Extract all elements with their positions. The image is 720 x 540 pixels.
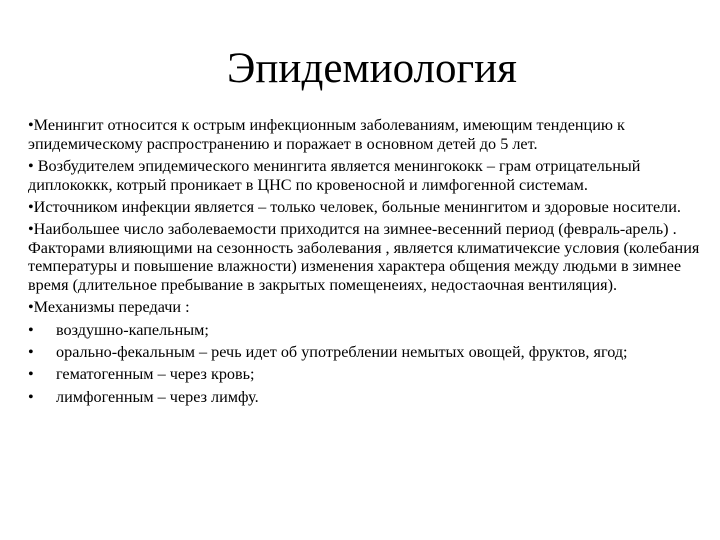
list-item-text: орально-фекальным – речь идет об употреблении немытых овощей, фруктов, ягод; xyxy=(56,342,628,361)
transmission-list xyxy=(28,321,716,407)
bullet-icon: • xyxy=(28,342,34,361)
paragraph-transmission-heading: •Механизмы передачи : xyxy=(28,298,190,317)
list-item xyxy=(28,343,716,361)
paragraph-infection-source: •Источником инфекции является – только человек, больные менингитом и здоровые носители. xyxy=(28,198,681,217)
bullet-icon: • xyxy=(28,320,34,339)
list-item-text: воздушно-капельным; xyxy=(56,320,209,339)
paragraph-pathogen: • Возбудителем эпидемического менингита является менингококк – грам отрицательный диплококкк, котрый проникает в ЦНС по кровеносной и лимфогенной системам. xyxy=(28,157,641,194)
paragraph-meningitis-definition: •Менингит относится к острым инфекционным заболеваниям, имеющим тенденцию к эпидемическому распространению и поражает в основном детей до 5 лет. xyxy=(28,116,625,153)
slide-body xyxy=(28,116,716,406)
bullet-icon: • xyxy=(28,387,34,406)
list-item-text: лимфогенным – через лимфу. xyxy=(56,387,259,406)
bullet-icon: • xyxy=(28,365,34,384)
paragraph-seasonality: •Наибольшее число заболеваемости приходится на зимнее-весенний период (февраль-арель) . Факторами влияющими на сезонность заболевания , является климатичексие условия (колебания температуры и повышение влажности) изменения характера общения между людьми в зимнее время (длительное пребывание в закрытых помещенеиях, недостаочная вентиляция). xyxy=(28,220,700,294)
list-item xyxy=(28,321,716,339)
list-item xyxy=(28,365,716,383)
list-item xyxy=(28,388,716,406)
slide-title: Эпидемиология xyxy=(227,45,517,92)
list-item-text: гематогенным – через кровь; xyxy=(56,365,255,384)
